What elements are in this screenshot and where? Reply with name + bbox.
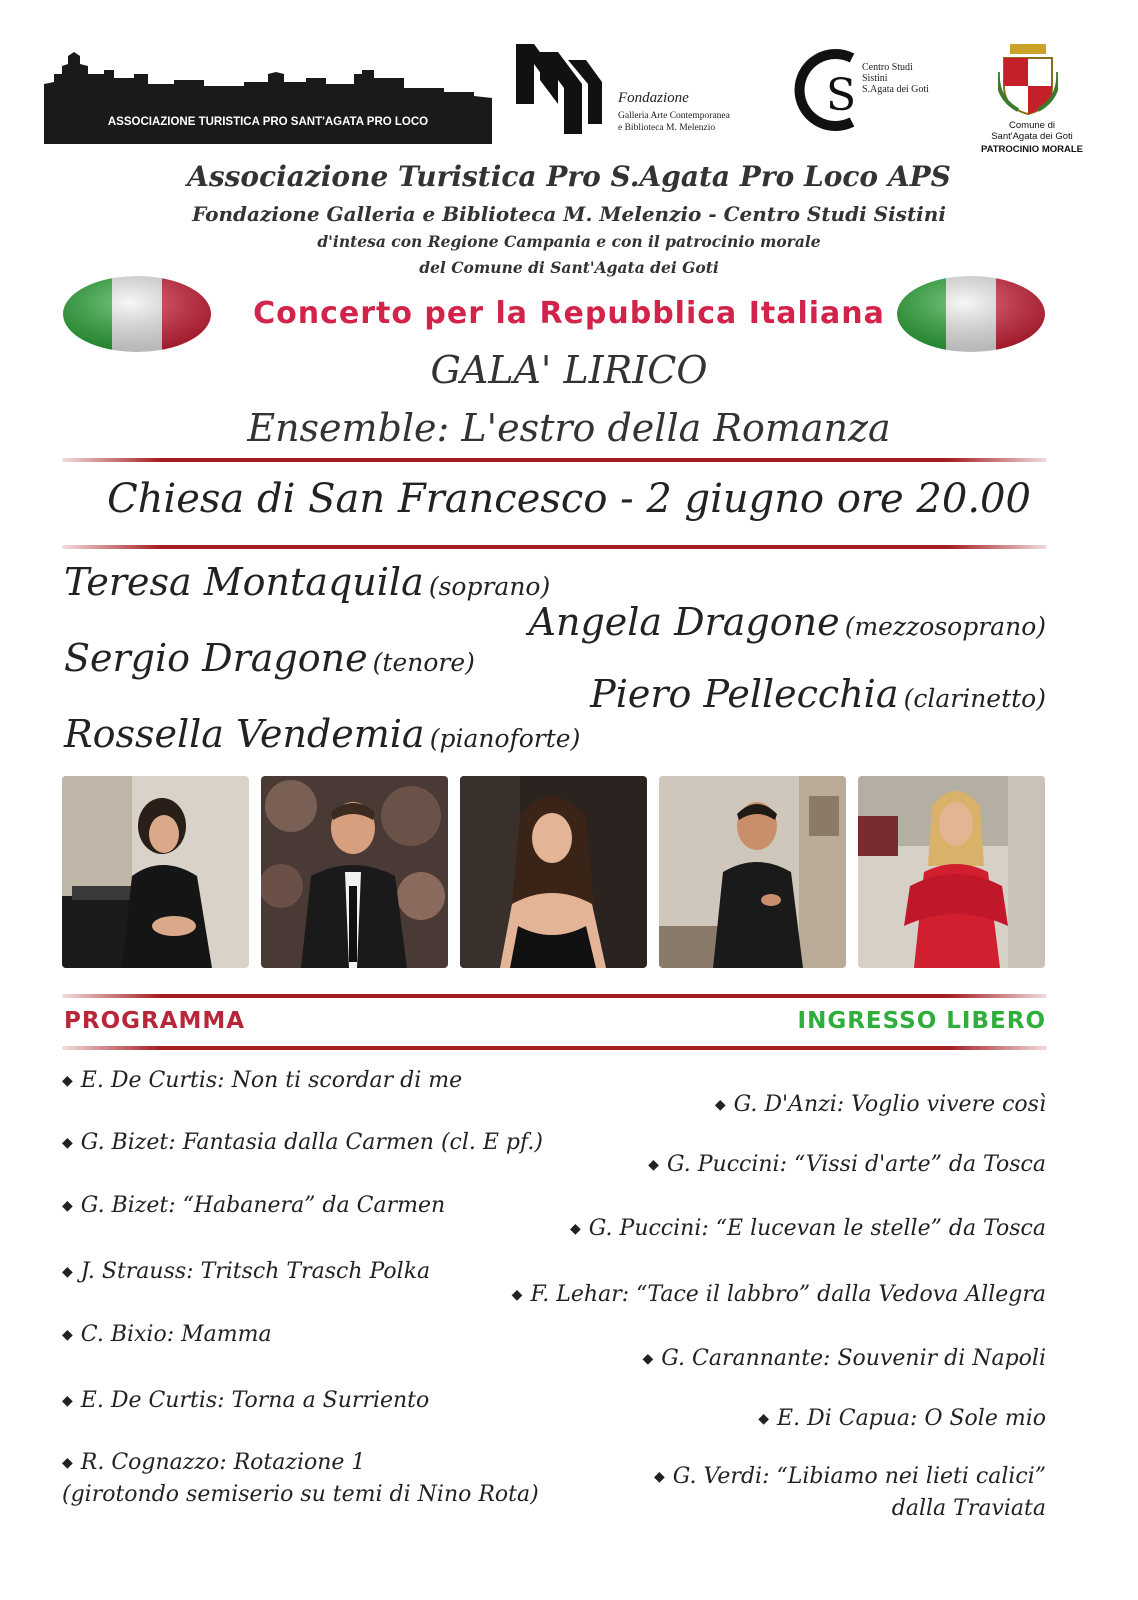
bullet-icon: ◆ [642, 1351, 654, 1367]
divider [62, 458, 1047, 462]
ingresso-libero-heading: INGRESSO LIBERO [797, 1008, 1046, 1034]
bullet-icon: ◆ [62, 1393, 73, 1409]
performer [590, 672, 1046, 716]
program-item: ◆ G. Puccini: “E lucevan le stelle” da Tosca [569, 1216, 1046, 1241]
organizer-line3: d'intesa con Regione Campania e con il patrocinio morale [317, 232, 821, 251]
photo-pianist [62, 776, 249, 968]
program-item: ◆ C. Bixio: Mamma [62, 1322, 272, 1347]
bullet-icon: ◆ [62, 1073, 73, 1089]
photo-tenor [659, 776, 846, 968]
performer-name: Angela Dragone [528, 600, 840, 644]
program-item-note: dalla Traviata [891, 1496, 1046, 1521]
program-item: ◆ G. Bizet: “Habanera” da Carmen [62, 1193, 446, 1218]
comune-patrocinio: PATROCINIO MORALE [980, 144, 1084, 155]
cs-monogram-icon [792, 44, 868, 136]
program-item: ◆ G. Puccini: “Vissi d'arte” da Tosca [648, 1152, 1046, 1177]
program-item: ◆ E. De Curtis: Torna a Surriento [62, 1388, 430, 1413]
performer-name: Piero Pellecchia [590, 672, 899, 716]
program-item: ◆ J. Strauss: Tritsch Trasch Polka [62, 1259, 431, 1284]
ensemble-title: Ensemble: L'estro della Romanza [247, 406, 891, 450]
performer-role: (soprano) [428, 572, 551, 601]
centro-line2: Sistini [862, 73, 888, 84]
performer-photos [62, 776, 1047, 968]
program-item: ◆ G. Carannante: Souvenir di Napoli [642, 1346, 1046, 1371]
fondazione-logo [512, 44, 762, 136]
fondazione-line2: e Biblioteca M. Melenzio [618, 123, 716, 133]
bullet-icon: ◆ [569, 1221, 581, 1237]
performer [529, 600, 1046, 644]
program-item: ◆ E. Di Capua: O Sole mio [758, 1406, 1046, 1431]
photo-mezzosoprano [858, 776, 1045, 968]
bullet-icon: ◆ [62, 1455, 73, 1471]
gala-title: GALA' LIRICO [430, 348, 708, 392]
bullet-icon: ◆ [62, 1327, 73, 1343]
bullet-icon: ◆ [758, 1411, 770, 1427]
performer [64, 712, 580, 756]
bullet-icon: ◆ [62, 1198, 73, 1214]
organizer-line4: del Comune di Sant'Agata dei Goti [419, 258, 719, 277]
program-item: ◆ G. Verdi: “Libiamo nei lieti calici” [653, 1464, 1046, 1489]
crest-icon [998, 42, 1058, 116]
divider [62, 1046, 1047, 1050]
skyline-icon [44, 44, 492, 104]
venue-date: Chiesa di San Francesco - 2 giugno ore 20.00 [107, 476, 1031, 522]
proloco-logo [44, 44, 492, 144]
fondazione-line1: Galleria Arte Contemporanea [618, 111, 730, 121]
performer-role: (tenore) [372, 648, 475, 677]
comune-logo [972, 42, 1092, 162]
performer-role: (pianoforte) [429, 724, 581, 753]
performer-name: Rossella Vendemia [64, 712, 425, 756]
program-item-note: (girotondo semiserio su temi di Nino Rota) [62, 1482, 539, 1507]
performer-name: Sergio Dragone [64, 636, 368, 680]
bullet-icon: ◆ [511, 1287, 523, 1303]
program-item: ◆ R. Cognazzo: Rotazione 1 [62, 1450, 366, 1475]
program-item: ◆ E. De Curtis: Non ti scordar di me [62, 1068, 463, 1093]
photo-soprano [460, 776, 647, 968]
performer-role: (clarinetto) [903, 684, 1046, 713]
organizer-line2: Fondazione Galleria e Biblioteca M. Melenzio - Centro Studi Sistini [192, 202, 946, 226]
comune-line1: Comune di [1009, 120, 1055, 131]
bullet-icon: ◆ [653, 1469, 665, 1485]
program-item: ◆ G. Bizet: Fantasia dalla Carmen (cl. E pf.) [62, 1130, 543, 1155]
proloco-caption: ASSOCIAZIONE TURISTICA PRO SANT'AGATA PRO LOCO [107, 116, 429, 128]
fondazione-m-icon [512, 44, 608, 136]
svg-text:S: S [826, 70, 857, 121]
divider [62, 994, 1047, 998]
program-item: ◆ F. Lehar: “Tace il labbro” dalla Vedova Allegra [511, 1282, 1046, 1307]
photo-clarinettist [261, 776, 448, 968]
performer [64, 560, 550, 604]
bullet-icon: ◆ [62, 1264, 73, 1280]
organizer-line1: Associazione Turistica Pro S.Agata Pro Loco APS [187, 160, 951, 193]
bullet-icon: ◆ [648, 1157, 659, 1173]
divider [62, 545, 1047, 549]
centro-line3: S.Agata dei Goti [862, 84, 929, 95]
comune-line2: Sant'Agata dei Goti [991, 131, 1073, 142]
performer [64, 636, 475, 680]
bullet-icon: ◆ [714, 1097, 726, 1113]
performer-name: Teresa Montaquila [64, 560, 424, 604]
bullet-icon: ◆ [62, 1135, 73, 1151]
performer-role: (mezzosoprano) [844, 612, 1046, 641]
programma-heading: PROGRAMMA [64, 1008, 246, 1034]
concert-title: Concerto per la Repubblica Italiana [253, 296, 885, 331]
program-item: ◆ G. D'Anzi: Voglio vivere così [714, 1092, 1046, 1117]
fondazione-title: Fondazione [618, 90, 689, 106]
centro-line1: Centro Studi [862, 62, 913, 73]
centro-studi-logo [792, 44, 968, 136]
